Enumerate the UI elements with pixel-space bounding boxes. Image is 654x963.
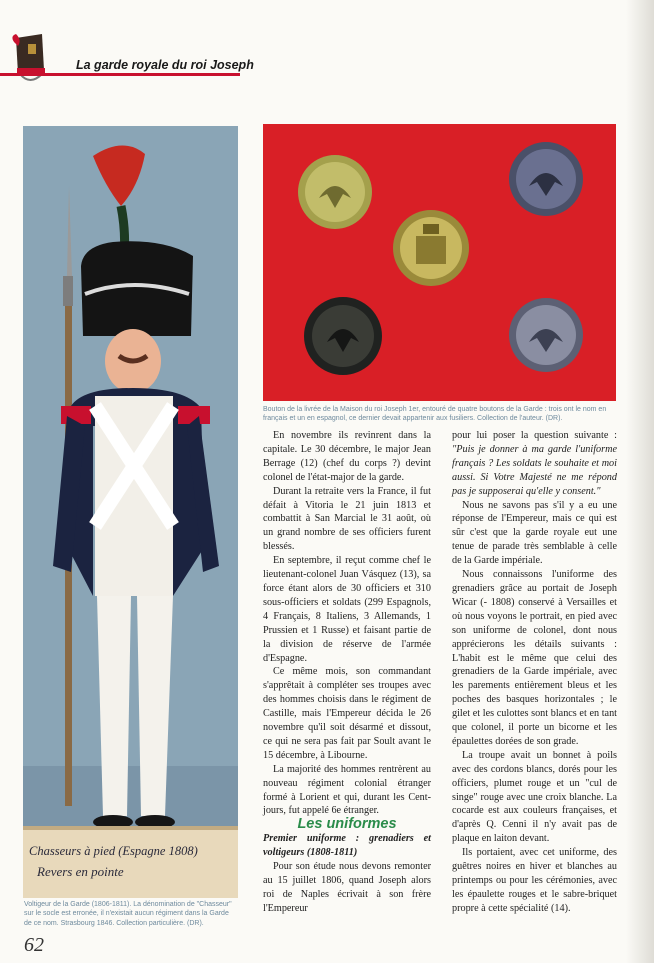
- buttons-photo: [263, 124, 616, 401]
- paragraph: Nous ne savons pas s'il y a eu une réponse de l'Empereur, mais ce qui est sûr c'est que la garde royale eut une tenue de parade très semblable à celle de la Garde impériale.: [452, 499, 617, 567]
- plinth-inscription-1: Chasseurs à pied (Espagne 1808): [29, 844, 198, 858]
- header-rule: [0, 73, 240, 76]
- steel-eagle-button-icon: [509, 142, 583, 216]
- shako-icon: [8, 32, 54, 84]
- paragraph: Ils portaient, avec cet uniforme, des guêtres noires en hiver et blanches au printemps ou pour les cérémonies, avec les épaulette rouges et le sabre-briquet propre à cette spécialité (14).: [452, 847, 617, 914]
- article-column-2: [452, 429, 617, 916]
- paragraph: Durant la retraite vers la France, il fut défait à Vitoria le 21 juin 1813 et combattit à San Marcial le 31 août, où un grand nombre de ses officiers furent blessés.: [263, 485, 431, 553]
- paragraph: Ce même mois, son commandant s'apprêtait à compléter ses troupes avec des hommes choisis dans le régiment de Castille, mais l'Empereur décida le 26 novembre qu'il soit désarmé et dissout, ce qui ne sera pas fait par Soult avant le 15 décembre, à Libourne.: [263, 666, 431, 761]
- grey-eagle-button-icon: [509, 298, 583, 372]
- voltigeur-illustration: [23, 126, 238, 898]
- section-title: Les uniformes: [297, 816, 397, 833]
- livery-arms-button-icon: [393, 210, 469, 286]
- page-number: 62: [24, 934, 44, 956]
- paragraph: Pour son étude nous devons remonter au 15 juillet 1806, quand Joseph alors roi de Naples écrivait à son frère l'Empereur: [263, 861, 431, 914]
- article-column-1: [263, 429, 431, 916]
- paragraph: Nous connaissons l'uniforme des grenadiers grâce au portait de Joseph Wicar (- 1808) conservé à Versailles et où nous voyons le portrait, en pied avec son uniforme de colonel, dont nous apprécierons les détails suivants : L'habit est le même que celui des grenadiers de la Garde impériale, avec les parements entièrement bleus et les poches des basques horizontales ; le gilet et les culottes sont blancs et en tant que colonel, il porte un bicorne et les épaulettes dorées de son grade.: [452, 569, 617, 747]
- left-figure-caption: Voltigeur de la Garde (1806-1811). La dénomination de "Chasseur" sur le socle est erronée, il n'existait aucun régiment dans la Garde de ce nom. Strasbourg 1846. Collection particulière. (DR).: [24, 901, 232, 927]
- subsection-heading: Premier uniforme : grenadiers et voltigeurs (1808-1811): [263, 833, 431, 859]
- running-header-title: La garde royale du roi Joseph: [76, 58, 254, 72]
- paragraph: En novembre ils revinrent dans la capitale. Le 30 décembre, le major Jean Berrage (12) (chef du corps ?) devint colonel de l'état-major de la garde.: [263, 430, 431, 483]
- paragraph-lead: pour lui poser la question suivante :: [452, 430, 617, 441]
- paragraph: [452, 429, 617, 499]
- paragraph: La majorité des hommes rentrèrent au nouveau régiment colonial étranger formé à Lorient et qui, durant les Cent-jours, fut appelé 6e étranger.: [263, 763, 431, 817]
- brass-eagle-button-icon: [298, 155, 372, 229]
- paragraph: La troupe avait un bonnet à poils avec des cordons blancs, dorés pour les officiers, plumet rouge et un "cul de singe" rouge avec une croix blanche. La cocarde est aux couleurs françaises, et d'après Q. Cenni il n'y avait pas de plaque en laiton devant.: [452, 749, 617, 845]
- page-edge-shadow: [626, 0, 654, 963]
- emperor-quote: "Puis je donner à ma garde l'uniforme français ? Les soldats le souhaite et moi aussi. Si Votre Majesté ne me répond pas je supposerai qu'elle y consent.": [452, 443, 617, 497]
- paragraph: En septembre, il reçut comme chef le lieutenant-colonel Juan Vásquez (13), sa force étant alors de 30 officiers et 310 sous-officiers et soldats (299 Espagnols, 4 Français, 8 Italiens, 3 Allemands, 1 Prussien et 1 Russe) et faisant partie de la division de réserve de l'armée d'Espagne.: [263, 555, 431, 664]
- spanish-fusilier-button-icon: [304, 297, 382, 375]
- right-figure-caption: Bouton de la livrée de la Maison du roi Joseph 1er, entouré de quatre boutons de la Garde : trois ont le nom en français et un en espagnol, ce dernier devait appartenir aux fusiliers. Collection de l'auteur. (DR).: [263, 406, 607, 423]
- plinth-inscription-2: Revers en pointe: [37, 864, 124, 879]
